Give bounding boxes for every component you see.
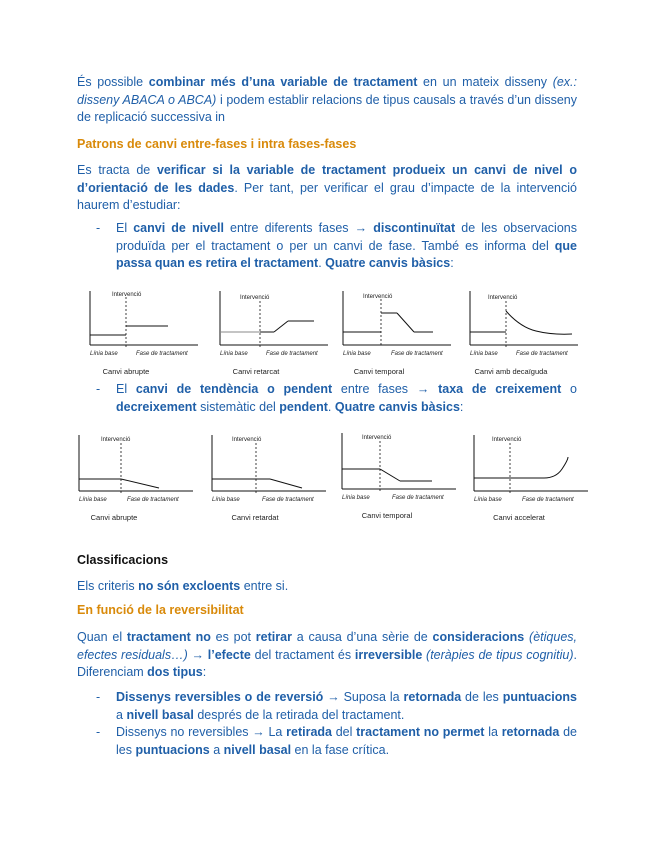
intervention-label: Intervenció (363, 294, 393, 300)
figure-decay-level (466, 287, 581, 359)
intervention-label: Intervenció (112, 292, 142, 298)
intervention-label: Intervenció (232, 437, 262, 443)
figure-caption: Canvi temporal (361, 511, 413, 520)
baseline-label: Línia base (220, 351, 248, 357)
bullet-dash: - (96, 221, 101, 235)
baseline-label: Línia base (343, 351, 371, 357)
section-heading-reversibility: En funció de la reversibilitat (77, 603, 244, 617)
bullet-non-reversible-designs: Dissenys no reversibles → La retirada del tractament no permet la retornada de les puntuacions a nivell basal en la fase crítica. (116, 725, 577, 757)
figure-caption: Canvi abrupte (90, 513, 138, 522)
patterns-paragraph: Es tracta de verificar si la variable de tractament produeix un canvi de nivel o d’orientació de les dades. Per tant, per verificar el grau d’impacte de la intervenció haurem d’estudiar: (77, 163, 577, 212)
figure-temporary-slope (338, 429, 458, 504)
section-heading-patterns: Patrons de canvi entre-fases i intra fases-fases (77, 137, 357, 151)
intervention-label: Intervenció (101, 437, 131, 443)
baseline-label: Línia base (90, 351, 118, 357)
phase-label: Fase de tractament (516, 351, 568, 357)
figure-caption: Canvi temporal (353, 367, 405, 376)
bullet-dash: - (96, 690, 101, 704)
figure-abrupt-level (86, 287, 201, 359)
baseline-label: Línia base (474, 497, 502, 503)
phase-label: Fase de tractament (522, 497, 574, 503)
bullet-reversible-designs: Dissenys reversibles o de reversió → Suposa la retornada de les puntuacions a nivell basal després de la retirada del tractament. (116, 690, 578, 722)
figure-abrupt-slope (75, 431, 195, 506)
intervention-label: Intervenció (488, 295, 518, 301)
figure-accelerated-slope (470, 431, 590, 506)
phase-label: Fase de tractament (262, 497, 314, 503)
phase-label: Fase de tractament (266, 351, 318, 357)
intro-paragraph: És possible combinar més d’una variable de tractament en un mateix disseny (ex.: disseny ABACA o ABCA) i podem establir relacions de tipus causals a través d’un disseny de replicació successiva in (77, 75, 577, 124)
intervention-label: Intervenció (492, 437, 522, 443)
figure-delayed-slope (208, 431, 328, 506)
figure-caption: Canvi retardat (231, 513, 279, 522)
figure-caption: Canvi amb decaïguda (474, 367, 548, 376)
criteria-paragraph: Els criteris no són excloents entre si. (77, 579, 289, 593)
phase-label: Fase de tractament (392, 495, 444, 501)
phase-label: Fase de tractament (127, 497, 179, 503)
intervention-label: Intervenció (240, 295, 270, 301)
bullet-dash: - (96, 382, 101, 396)
reversibility-paragraph: Quan el tractament no es pot retirar a causa d’una sèrie de consideracions (ètiques, efectes residuals…) → l’efecte del tractament és irreversible (teràpies de tipus cognitiu). Diferenciam dos tipus: (77, 630, 577, 679)
figure-temporary-level (339, 287, 454, 359)
figure-delayed-level (216, 287, 331, 359)
phase-label: Fase de tractament (391, 351, 443, 357)
baseline-label: Línia base (212, 497, 240, 503)
bullet-dash: - (96, 725, 101, 739)
intervention-label: Intervenció (362, 435, 392, 441)
bullet-slope-change: El canvi de tendència o pendent entre fases → taxa de creixement o decreixement sistemàtic del pendent. Quatre canvis bàsics: (116, 382, 578, 414)
figure-caption: Canvi retarcat (232, 367, 280, 376)
baseline-label: Línia base (342, 495, 370, 501)
phase-label: Fase de tractament (136, 351, 188, 357)
baseline-label: Línia base (470, 351, 498, 357)
figure-caption: Canvi accelerat (493, 513, 545, 522)
section-heading-classifications: Classificacions (77, 553, 169, 567)
baseline-label: Línia base (79, 497, 107, 503)
bullet-level-change: El canvi de nivell entre diferents fases → discontinuïtat de les observacions produïda per el tractament o per un canvi de fase. També es informa del que passa quan es retira el tractament. Quatre canvis bàsics: (116, 221, 577, 270)
figure-caption: Canvi abrupte (102, 367, 150, 376)
